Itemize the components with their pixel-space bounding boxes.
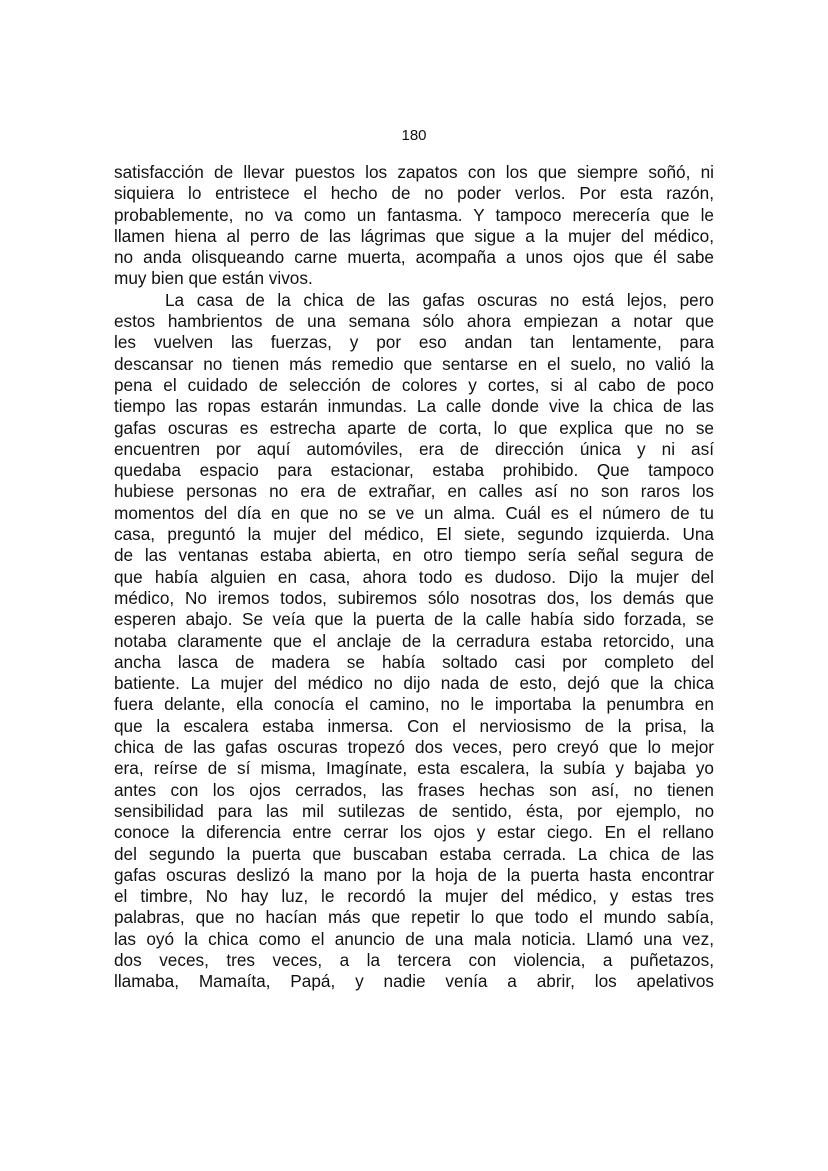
text-line: que la escalera estaba inmersa. Con el nerviosismo de la prisa, la	[114, 715, 714, 736]
text-line: del segundo la puerta que buscaban estaba cerrada. La chica de las	[114, 843, 714, 864]
text-line: muy bien que están vivos.	[114, 268, 313, 289]
text-line: siquiera lo entristece el hecho de no poder verlos. Por esta razón,	[114, 183, 714, 204]
text-line: estos hambrientos de una semana sólo ahora empiezan a notar que	[114, 311, 714, 332]
page-number: 180	[401, 127, 427, 144]
text-line: médico, No iremos todos, subiremos sólo nosotras dos, los demás que	[114, 587, 714, 608]
text-line: el timbre, No hay luz, le recordó la mujer del médico, y estas tres	[114, 886, 714, 907]
text-line: que había alguien en casa, ahora todo es dudoso. Dijo la mujer del	[114, 566, 714, 587]
text-line: pena el cuidado de selección de colores y cortes, si al cabo de poco	[114, 374, 714, 395]
text-line: chica de las gafas oscuras tropezó dos veces, pero creyó que lo mejor	[114, 737, 714, 758]
text-line: les vuelven las fuerzas, y por eso andan tan lentamente, para	[114, 332, 714, 353]
text-line: descansar no tienen más remedio que sentarse en el suelo, no valió la	[114, 353, 714, 374]
text-line: hubiese personas no era de extrañar, en calles así no son raros los	[114, 481, 714, 502]
text-line: llamen hiena al perro de las lágrimas que sigue a la mujer del médico,	[114, 225, 714, 246]
text-line: conoce la diferencia entre cerrar los ojos y estar ciego. En el rellano	[114, 822, 714, 843]
text-line: ancha lasca de madera se había soltado casi por completo del	[114, 651, 714, 672]
text-line: las oyó la chica como el anuncio de una mala noticia. Llamó una vez,	[114, 928, 714, 949]
text-line: batiente. La mujer del médico no dijo nada de esto, dejó que la chica	[114, 673, 714, 694]
text-line: palabras, que no hacían más que repetir lo que todo el mundo sabía,	[114, 907, 714, 928]
text-line: esperen abajo. Se veía que la puerta de la calle había sido forzada, se	[114, 609, 714, 630]
text-line: momentos del día en que no se ve un alma. Cuál es el número de tu	[114, 502, 714, 523]
text-line: satisfacción de llevar puestos los zapatos con los que siempre soñó, ni	[114, 162, 714, 182]
text-line: antes con los ojos cerrados, las frases hechas son así, no tienen	[114, 779, 714, 800]
text-line: sensibilidad para las mil sutilezas de sentido, ésta, por ejemplo, no	[114, 800, 714, 821]
text-line: notaba claramente que el anclaje de la cerradura estaba retorcido, una	[114, 630, 714, 651]
text-line: fuera delante, ella conocía el camino, no le importaba la penumbra en	[114, 694, 714, 715]
text-line: tiempo las ropas estarán inmundas. La calle donde vive la chica de las	[114, 396, 714, 417]
text-line: encuentren por aquí automóviles, era de dirección única y ni así	[114, 438, 714, 459]
text-line: dos veces, tres veces, a la tercera con violencia, a puñetazos,	[114, 949, 714, 970]
text-line: de las ventanas estaba abierta, en otro tiempo sería señal segura de	[114, 545, 714, 566]
text-line: quedaba espacio para estacionar, estaba prohibido. Que tampoco	[114, 460, 714, 481]
text-line: no anda olisqueando carne muerta, acompaña a unos ojos que él sabe	[114, 247, 714, 268]
text-line: gafas oscuras es estrecha aparte de corta, lo que explica que no se	[114, 417, 714, 438]
text-line: llamaba, Mamaíta, Papá, y nadie venía a abrir, los apelativos	[114, 971, 714, 992]
text-line: era, reírse de sí misma, Imagínate, esta escalera, la subía y bajaba yo	[114, 758, 714, 779]
text-line: casa, preguntó la mujer del médico, El siete, segundo izquierda. Una	[114, 524, 714, 545]
text-line: gafas oscuras deslizó la mano por la hoja de la puerta hasta encontrar	[114, 864, 714, 885]
text-line: probablemente, no va como un fantasma. Y tampoco merecería que le	[114, 204, 714, 225]
body-text	[114, 162, 714, 993]
text-line: La casa de la chica de las gafas oscuras no está lejos, pero	[165, 289, 714, 310]
